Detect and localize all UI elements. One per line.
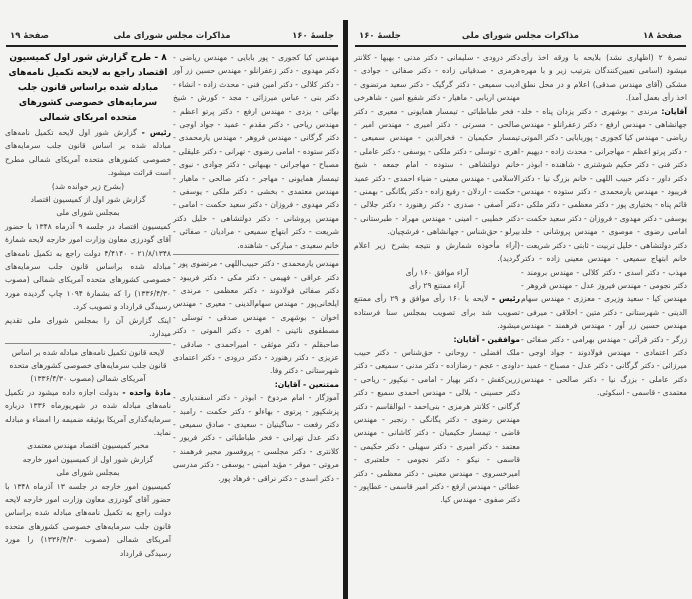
report-title: گزارش شور اول از کمیسیون اقتصاد: [30, 195, 146, 205]
report-title: گزارش شور اول از کمیسیون امور خارجه: [22, 454, 154, 464]
running-title: مذاکرات مجلس شورای ملی: [461, 31, 580, 41]
report-closing: اینک گزارش آن را بمجلس شورای ملی تقدیم میدارد.: [5, 315, 171, 339]
page-number: صفحهٔ ۱۹: [10, 31, 49, 41]
voters-label: آقایان:: [661, 106, 687, 116]
divider: [5, 343, 171, 344]
bill-title: لایحه قانون تکمیل نامه‌های مبادله شده بر اساس قانون جلب سرمایه‌های خصوصی کشورهای متحده آمریکای شمالی (مصوب ۱۳۳۶/۴/۳۰): [9, 347, 167, 384]
running-title: مذاکرات مجلس شورای ملی: [113, 31, 231, 41]
section-heading: ۸ - طرح گزارش شور اول کمیسیون اقتصاد راجع به لایحه تکمیل نامه‌های مبادله شده براساس قانون جلب سرمایه‌های خصوصی کشورهای متحده امریکای شمالی: [8, 53, 168, 123]
page-number: صفحهٔ ۱۸: [643, 31, 682, 41]
session-number: جلسهٔ ۱۶۰: [292, 31, 334, 41]
report-addressee: بمجلس شورای ملی: [56, 208, 120, 218]
names-list: مهندس کیا کجوری - پور بابایی - مهندس ریاضی - دکتر مهدوی - دکتر زعفرانلو - مهندس حسین زر آور - دکتر کلالی - دکتر امین فنی - محدث زاده - انشاء - دکتر بنی - عباس میرزائی - مجد - کورش - شیخ بهائی - یزدی - مهندس ارفع - دکتر پرتو اعظم - مهندس ریاحی - دکتر مقدم - عمید - جواد اوجی - دکتر گرگانی - مهندس فروهر - مهندس یارمحمدی - دکتر ستوده - امامی رضوی - تهرانی - دکتر علیقلی - مصباح - مهاجرانی - بهبهانی - دکتر جوادی - نبوی - تیمسار همایونی - مهاجر - دکتر صالحی - ماهیار - مهندس معتمدی - بخشی - دکتر ملکی - یوسفی - دکتر مهدوی - فروزان - دکتر سعید حکمت - امامی - مهندس پروشانی - دکتر دولتشاهی - خلیل دکتر شریعت - دکتر ابتهاج سمیعی - مرادیان - صفائی - خانم سعیدی - مبارکی - شاهنده.: [173, 53, 339, 250]
vote-intro: تبصرهٔ ۲ (اظهاری نشد) بلایحه با ورقه اخذ رأی میشود (اسامی تعیین‌کنندگان بترتیب زیر و با مهره مشکی (آقای مهندس صدقی) اعلام و در محل نطق اخذ رأی بعمل آمد).: [521, 53, 687, 103]
report-body: کمیسیون اقتصاد در جلسه ۹ آذرماه ۱۳۴۸ با حضور آقای گودرزی معاون وزارت امور خارجه لایحه شمارهٔ ۲۱/۸/۱۳۴۸ - ۴/۴۱۴۰ دولت راجع به تکمیل نامه‌های مبادله شده براساس قانون جلب سرمایه‌های خصوصی کشورهای متحده آمریکای شمالی (مصوب ۱۳۳۶/۴/۳۰) را که بشمارهٔ ۱۰۹۴ چاپ گردیده مورد رسیدگی قرارداد و تصویب کرد.: [5, 221, 171, 312]
report-addressee: بمجلس شورای ملی: [56, 468, 120, 478]
votes-yes: آراء موافق ۱۶۰ رأی: [405, 267, 469, 277]
speaker-label: رئیس -: [141, 128, 171, 137]
column-right: [521, 51, 687, 400]
voters-names: مرندی - بوشهری - دکتر یزدان پناه - خلد جهانشاهی - مهندس ارفع - دکتر زعفرانلو - مهندس ریاضی - مهندس کیا کجوری - پوربابایی - دکتر الموتی - دکتر پرتو اعظم - مهاجرانی - محدث زاده - دیهیم - دکتر فنی - دکتر حکیم شوشتری - شاهنده - ابوذر - دکتر داور - دکتر حبیب اللهی - خانم بزرگ نیا - دکتر فریبود - مهندس یارمحمدی - دکتر ستوده - مهندس قائم پناه - بختیاری پور - دکتر معظمی - دکتر ملکی - یوسفی - دکتر مهدوی - فروزان - دکتر سعید حکمت - امامی رضوی - موصوی - مهندس پروشانی - خلد دکتر دولتشاهی - خلیل تربیت - ثابتی - دکتر شریعت - خانم ابتهاج سمیعی - مهندس معینی زاده - دکتر مهذب - دکتر اسدی - دکتر کلالی - مهندس برومند - دکتر نجومی - مهندس فیروز عدل - مهندس فروهر - مهندس کیا - سعید وزیری - معززی - مهندس سهام الدینی - شهرستانی - دکتر متین - اخلاقی - میرفی - مهندس حسین زر آور - مهندس فرهمند - مهندس زرگر - دکتر قرآئی - مهندس بهرامی - دکتر صفائی - دکتر اعتمادی - مهندس فولادوند - جواد اوجی - میرزائی - دکتر گرگانی - دکتر عدل - مصباح - عمید - دکتر عاملی - بزرگ نیا - دکتر صالحی - مهندس معتمدی - قاسمی - اسکوئی.: [521, 106, 687, 398]
page-19: [0, 0, 344, 599]
page-header: [6, 30, 338, 47]
article-label: مادهٔ واحده -: [122, 387, 171, 397]
abstain-names: آموزگار - امام مردوخ - ابوذر - دکتر اسفندیاری - پزشکپور - پرتوی - بهاء‌لو - دکتر حکمت - رامبد - دکتر رفعت - ساگینیان - سعیدی - صادق سمیعی - دکتر عدل تهرانی - فخر طباطبائی - دکتر فریور - کلانتری - دکتر مجلسی - پروفسور مجیر فرهمند - مروتی - موقر - مؤید امینی - یوسفی - دکتر مدرسی - دکتر اسدی - دکتر نراقی - فرهاد پور.: [173, 393, 339, 483]
vote-result: لایحه با ۱۶۰ رأی موافق و ۲۹ رأی ممتنع تصویب شد برای تصویب بمجلس سنا فرستاده میشود.: [354, 294, 520, 331]
page-18: [349, 0, 692, 599]
column-left: [354, 51, 520, 507]
speaker-text: گزارش شور اول لایحه تکمیل نامه‌های مبادله شده بر اساس قانون جلب سرمایه‌های خصوصی کشورهای متحده آمریکای شمالی مطرح است قرائت میشود.: [5, 128, 171, 178]
rapporteur: مخبر کمیسیون اقتصاد مهندس معتمدی: [27, 441, 149, 451]
report-body: کمیسیون امور خارجه در جلسه ۱۳ آذرماه ۱۳۴۸ با حضور آقای گودرزی معاون وزارت امور خارجه لایحه دولت راجع به تکمیل نامه‌های مبادله شده براساس قانون جلب سرمایه‌های خصوصی کشورهای متحده آمریکای شمالی (مصوب ۱۳۳۶/۴/۳۰) را مورد رسیدگی قرارداد: [5, 481, 171, 558]
page-header: [355, 30, 686, 47]
count-note: (آراء مأخوذه شمارش و نتیجه بشرح زیر اعلام گردید).: [354, 240, 520, 264]
session-number: جلسهٔ ۱۶۰: [359, 31, 401, 41]
yes-heading: موافقین - آقایان:: [453, 334, 520, 344]
yes-names: ملک افضلی - روحانی - حق‌شناس - دکتر حبیب داودی - عجم - رضازاده - دکتر مدنی - سمیعی - دکتر زرین‌کفش - دکتر بهیار - امامی - نیکپور - ریاحی - دکتر حسینی - بلالی - مهندس احمدی سمیع - دکتر گرگانی - کلانتر هرمزی - بنی‌احمد - ابوالقاسم - دکتر مهندس رضوی - دکتر یگانگی - رنجبر - مهندس قاضی - تیمسار حکیمیان - دکتر کاشانی - مهندس معتمد - دکتر امیری - دکتر سهیلی - دکتر حکیمی - قاسمی - نیکو - دکتر نجومی - خلعتبری - امیرخسروی - مهندس معینی - دکتر معظمی - دکتر عطائی - مهندس ارفع - دکتر امیر قاسمی - عطا‌پور - دکتر صفوی - مهندس کیا.: [354, 347, 520, 505]
divider: [173, 254, 339, 255]
article-body: بدولت اجازه داده میشود در تکمیل نامه‌های مبادله شده در شهریورماه ۱۳۳۶ درباره سرمایه‌گذاری آمریکا بوثیقه ضمیمه را امضاء و مبادله نماید.: [5, 387, 171, 437]
names-list: دکتر درودی - سلیمانی - دکتر مدنی - بهبها - کلانتر هرمزی - صدقیانی زاده - دکتر صفائی - جوادی - ادیب سمیعی - دکتر گرگیک - دکتر سعید مرتضوی - مهندس اربابی - ماهیار - دکتر شفیع امین - شاهرخی - فخر طباطبائی - تیمسار همایونی - معیری - دکتر صالحی - مسرتی - دکتر امیری - مهندس امیر - تیمسار حکیمیان - فخرالدین - مهندس سمیعی - اهری - توسلی - دکتر ملکی - یوسفی - دکتر عاملی - خانم دولتشاهی - ستوده - امام جمعه - شیخ الاسلامی - مهندس معینی - ضیاء احمدی - دکتر عمید - حکمت - اردلان - رفیع زاده - دکتر یگانگی - بهمنی - دکتر آصفی - صدری - دکتر رهنورد - دکتر جلالی - دکتر خطیبی - امینی - مهندس مهراد - طبرستانی - بیرلو - حق‌شناس - جهانشاهی - فرشچیان.: [354, 53, 520, 237]
votes-abstain: آراء ممتنع ۲۹ رأی: [409, 280, 465, 290]
read-note: (بشرح زیر خوانده شد): [51, 181, 125, 191]
column-right: [173, 51, 339, 485]
speaker-label: رئیس -: [491, 294, 520, 304]
names-list: مهندس یارمحمدی - دکتر حبیب‌اللهی - مرتضوی پور - دکتر عراقی - فهیمی - دکتر مکی - دکتر فریبود - دکتر صفائی فولادوند - دکتر معظمی - مرندی - ایلخانی‌پور - مهندس سهام‌الدینی - معیری - مهندس اخوان - بوشهری - مهندس صدقی - توسلی - مصطفوی نائینی - اهری - دکتر الموتی - دکتر صاحبقلم - دکتر موثقی - امیر‌احمدی - صادقی - عزیزی - دکتر رهنورد - دکتر درودی - دکتر اعتمادی شهرستانی - دکتر وفا.: [173, 259, 339, 376]
abstain-heading: ممتنعین - آقایان:: [274, 379, 339, 389]
column-left: [5, 51, 171, 560]
